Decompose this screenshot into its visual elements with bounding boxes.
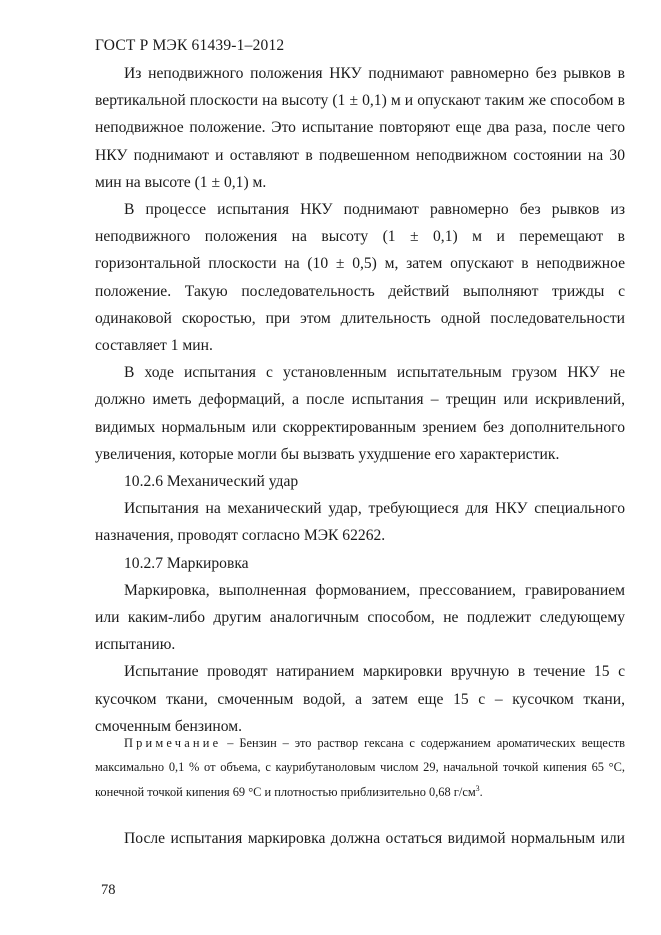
note-end: . bbox=[479, 784, 483, 799]
paragraph-lift-test: Из неподвижного положения НКУ поднимают равномерно без рывков в вертикальной плоскости на высоту (1 ± 0,1) м и опускают таким же способом в неподвижное положение. Это испытание повторяют еще два раза, после чего НКУ поднимают и оставляют в подвешенном неподвижном состоянии на 30 мин на высоте (1 ± 0,1) м. bbox=[95, 65, 625, 191]
standard-header: ГОСТ Р МЭК 61439-1–2012 bbox=[95, 37, 285, 54]
section-heading-marking: 10.2.7 Маркировка bbox=[124, 554, 249, 572]
paragraph-after-note: После испытания маркировка должна остаться видимой нормальным или bbox=[124, 830, 625, 847]
paragraph-marking-exemption: Маркировка, выполненная формованием, прессованием, гравированием или каким-либо другим аналогичным способом, не подлежит следующему испытанию. bbox=[95, 581, 625, 654]
paragraph-marking-test: Испытание проводят натиранием маркировки вручную в течение 15 с кусочком ткани, смоченным водой, а затем еще 15 с – кусочком ткани, смоченным бензином. bbox=[95, 663, 625, 735]
section-heading-mechanical-impact: 10.2.6 Механический удар bbox=[124, 473, 299, 491]
note-separator: – bbox=[221, 736, 240, 750]
page-number: 78 bbox=[101, 882, 116, 898]
note-label: Примечание bbox=[124, 736, 222, 750]
note-superscript: 3 bbox=[475, 783, 480, 793]
paragraph-mechanical-impact: Испытания на механический удар, требующиеся для НКУ специального назначения, проводят согласно МЭК 62262. bbox=[95, 500, 625, 545]
body-text bbox=[95, 60, 625, 740]
paragraph-test-result: В ходе испытания с установленным испытательным грузом НКУ не должно иметь деформаций, а после испытания – трещин или искривлений, видимых нормальным или скорректированным зрением без дополнительного увеличения, которые могли бы вызвать ухудшение его характеристик. bbox=[95, 364, 625, 463]
note-text: Бензин – это раствор гексана с содержанием ароматических веществ максимально 0,1 % от объема, с каурибутаноловым числом 29, начальной точкой кипения 65 °С, конечной точкой кипения 69 °С и плотностью приблизительно 0,68 г/см bbox=[95, 736, 626, 799]
paragraph-move-test: В процессе испытания НКУ поднимают равномерно без рывков из неподвижного положения на высоту (1 ± 0,1) м и перемещают в горизонтальной плоскости на (10 ± 0,5) м, затем опускают в неподвижное положение. Такую последовательность действий выполняют трижды с одинаковой скоростью, при этом длительность одной последовательности составляет 1 мин. bbox=[95, 201, 625, 355]
note-block bbox=[95, 731, 625, 804]
